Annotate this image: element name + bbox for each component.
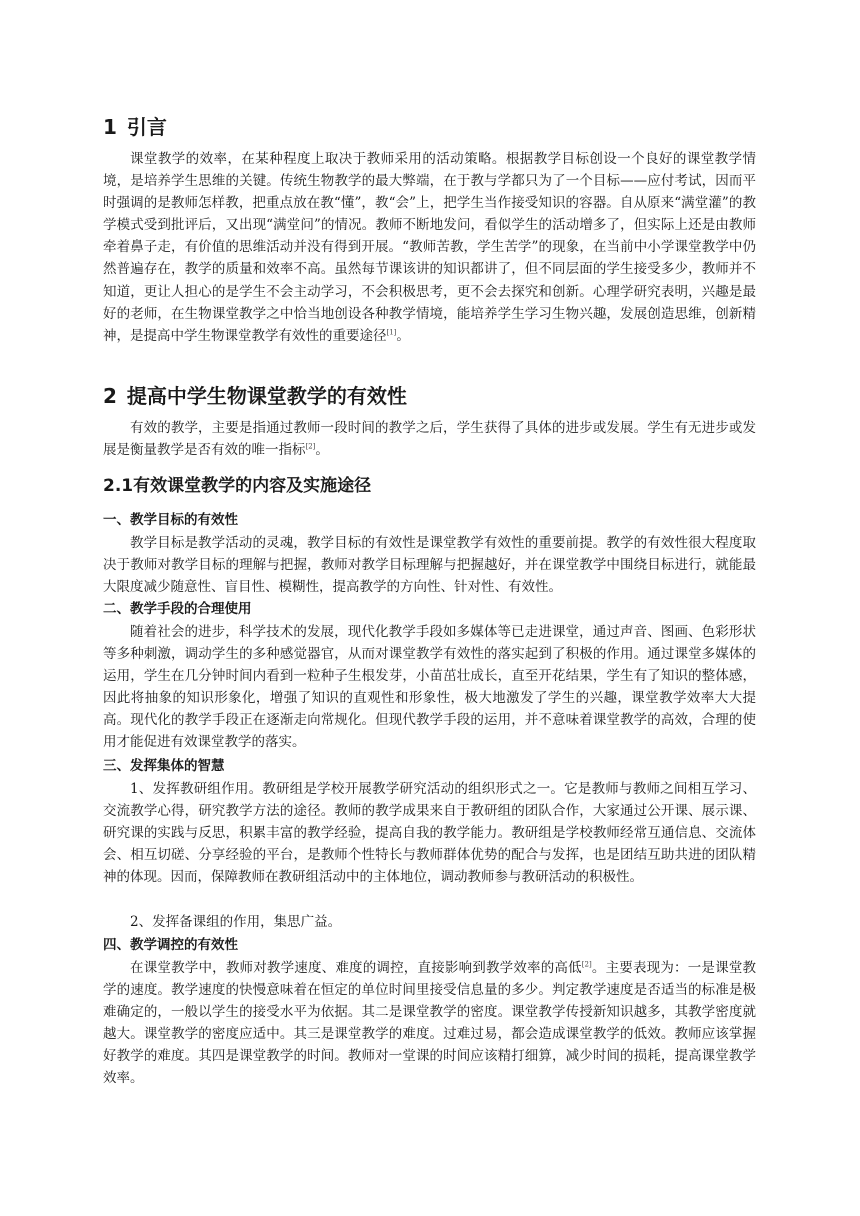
section-number: 2 (103, 384, 117, 408)
section-2-heading (103, 383, 407, 409)
section-1-heading (103, 114, 167, 140)
item-3-paragraph-1: 1、发挥教研组作用。教研组是学校开展教学研究活动的组织形式之一。它是教师与教师之间相互学习、交流教学心得，研究教学方法的途径。教师的教学成果来自于教研组的团队合作，大家通过公开课、展示课、研究课的实践与反思，积累丰富的教学经验，提高自我的教学能力。教研组是学校教师经常互通信息、交流体会、相互切磋、分享经验的平台，是教师个性特长与教师群体优势的配合与发挥，也是团结互助共进的团队精神的体现。因而，保障教师在教研组活动中的主体地位，调动教师参与教研活动的积极性。 (103, 781, 756, 886)
paragraph-tail: 。 (396, 327, 410, 344)
paragraph-tail: 。 (315, 442, 329, 459)
paragraph-text: 在课堂教学中，教师对教学速度、难度的调控，直接影响到教学效率的高低 (130, 960, 582, 976)
paragraph-tail: 。主要表现为：一是课堂教学的速度。教学速度的快慢意味着在恒定的单位时间里接受信息量的多少。判定教学速度是否适当的标准是极难确定的，一般以学生的接受水平为依据。其二是课堂教学的密度。课堂教学传授新知识越多，其教学密度就越大。课堂教学的密度应适中。其三是课堂教学的难度。过难过易，都会造成课堂教学的低效。教师应该掌握好教学的难度。其四是课堂教学的时间。教师对一堂课的时间应该精打细算，减少时间的损耗，提高课堂教学效率。 (103, 960, 757, 1087)
section-title: 引言 (126, 115, 167, 139)
item-1-heading: 一、教学目标的有效性 (103, 512, 238, 528)
section-title: 提高中学生物课堂教学的有效性 (126, 384, 407, 408)
item-2-paragraph: 随着社会的进步，科学技术的发展，现代化教学手段如多媒体等已走进课堂，通过声音、图画、色彩形状等多种刺激，调动学生的多种感觉器官，从而对课堂教学有效性的落实起到了积极的作用。通过课堂多媒体的运用，学生在几分钟时间内看到一粒种子生根发芽，小苗茁壮成长，直至开花结果，学生有了知识的整体感，因此将抽象的知识形象化，增强了知识的直观性和形象性，极大地激发了学生的兴趣，课堂教学效率大大提高。现代化的教学手段正在逐渐走向常规化。但现代教学手段的运用，并不意味着课堂教学的高效，合理的使用才能促进有效课堂教学的落实。 (103, 624, 756, 751)
subsection-2-1-heading (103, 474, 371, 498)
item-4-heading: 四、教学调控的有效性 (103, 937, 238, 953)
paragraph-text: 课堂教学的效率，在某种程度上取决于教师采用的活动策略。根据教学目标创设一个良好的课堂教学情境，是培养学生思维的关键。传统生物教学的最大弊端，在于教与学都只为了一个目标——应付考试，因而平时强调的是教师怎样教，把重点放在教“懂”，教“会”上，把学生当作接受知识的容器。自从原来“满堂灌”的教学模式受到批评后，又出现“满堂问”的情况。教师不断地发问，看似学生的活动增多了，但实际上还是由教师牵着鼻子走，有价值的思维活动并没有得到开展。“教师苦教，学生苦学”的现象，在当前中小学课堂教学中仍然普遍存在，教学的质量和效率不高。虽然每节课该讲的知识都讲了，但不同层面的学生接受多少，教师并不知道，更让人担心的是学生不会主动学习，不会积极思考，更不会去探究和创新。心理学研究表明，兴趣是最好的老师，在生物课堂教学之中恰当地创设各种教学情境，能培养学生学习生物兴趣，发展创造思维，创新精神，是提高中学生物课堂教学有效性的重要途径 (103, 151, 756, 344)
item-3-paragraph-2: 2、发挥备课组的作用，集思广益。 (130, 914, 342, 930)
section-number: 1 (103, 115, 117, 139)
item-1-paragraph: 教学目标是教学活动的灵魂，教学目标的有效性是课堂教学有效性的重要前提。教学的有效性很大程度取决于教师对教学目标的理解与把握，教师对教学目标理解与把握越好，并在课堂教学中围绕目标进行，就能最大限度减少随意性、盲目性、模糊性，提高教学的方向性、针对性、有效性。 (103, 535, 756, 596)
section-2-paragraph (103, 417, 756, 461)
subsection-title: 有效课堂教学的内容及实施途径 (133, 476, 372, 496)
citation-marker: [2] (305, 442, 316, 451)
item-2-heading: 二、教学手段的合理使用 (103, 601, 252, 617)
section-1-paragraph (103, 148, 756, 347)
subsection-number: 2.1 (103, 476, 134, 496)
item-3-heading: 三、发挥集体的智慧 (103, 758, 225, 774)
citation-marker: [1] (386, 328, 397, 337)
paragraph-text: 有效的教学，主要是指通过教师一段时间的教学之后，学生获得了具体的进步或发展。学生有无进步或发展是衡量教学是否有效的唯一指标 (103, 420, 756, 459)
citation-marker: [2] (581, 960, 592, 969)
item-4-paragraph (103, 957, 756, 1090)
